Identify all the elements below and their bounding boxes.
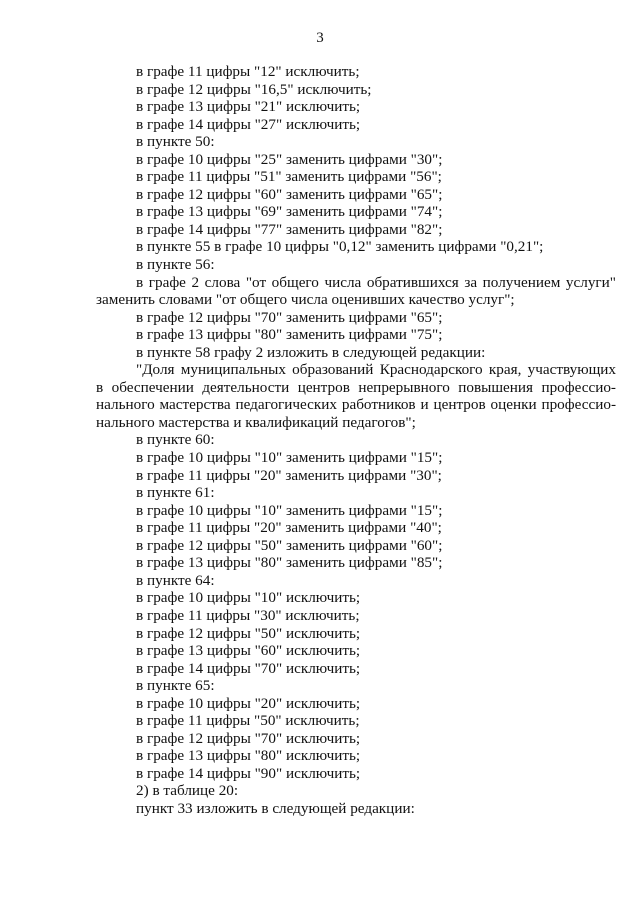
text-line: в графе 13 цифры "60" исключить;: [136, 642, 361, 660]
text-line-justified: в графе 2 слова "от общего числа обратившихся за получением услуги": [136, 273, 616, 291]
text-line: в пункте 61:: [136, 484, 215, 502]
text-line: пункт 33 изложить в следующей редакции:: [136, 799, 415, 817]
text-line: в графе 10 цифры "10" исключить;: [136, 589, 361, 607]
text-line: в графе 14 цифры "90" исключить;: [136, 764, 361, 782]
document-body: [96, 63, 616, 818]
text-line: в графе 14 цифры "70" исключить;: [136, 659, 361, 677]
text-line-justified: в обеспечении деятельности центров непрерывного повышения профессио-: [96, 378, 616, 396]
text-line: в графе 12 цифры "70" исключить;: [136, 729, 361, 747]
text-line-justified: "Доля муниципальных образований Краснодарского края, участвующих: [136, 361, 616, 379]
text-line: нального мастерства и квалификаций педагогов";: [96, 413, 416, 431]
text-line: в пункте 60:: [136, 431, 215, 449]
text-line: в пункте 55 в графе 10 цифры "0,12" заменить цифрами "0,21";: [136, 238, 544, 256]
text-line: в графе 10 цифры "10" заменить цифрами "15";: [136, 449, 443, 467]
text-line: в графе 11 цифры "12" исключить;: [136, 63, 360, 80]
text-line: в графе 10 цифры "25" заменить цифрами "30";: [136, 150, 443, 168]
text-line: в графе 12 цифры "50" исключить;: [136, 624, 361, 642]
text-line: в графе 12 цифры "16,5" исключить;: [136, 80, 372, 98]
text-line: в графе 14 цифры "77" заменить цифрами "82";: [136, 220, 443, 238]
text-line: в графе 12 цифры "60" заменить цифрами "65";: [136, 185, 443, 203]
page-number: 3: [316, 30, 324, 46]
text-line: в пункте 56:: [136, 256, 215, 274]
text-line: в пункте 65:: [136, 677, 215, 695]
text-line-justified: нального мастерства педагогических работников и центров оценки профессио-: [96, 396, 616, 414]
quoted-paragraph: [96, 361, 616, 431]
text-line: в графе 10 цифры "20" исключить;: [136, 694, 361, 712]
text-line: в графе 10 цифры "10" заменить цифрами "15";: [136, 501, 443, 519]
text-line: в графе 11 цифры "20" заменить цифрами "30";: [136, 466, 442, 484]
amendments-group-b: [96, 309, 616, 362]
text-line: в графе 11 цифры "50" исключить;: [136, 712, 360, 730]
text-line: 2) в таблице 20:: [136, 782, 239, 800]
text-line: в графе 11 цифры "51" заменить цифрами "56";: [136, 168, 442, 186]
text-line: в пункте 58 графу 2 изложить в следующей редакции:: [136, 343, 486, 361]
text-line: в графе 13 цифры "80" исключить;: [136, 747, 361, 765]
text-line: в графе 12 цифры "70" заменить цифрами "65";: [136, 308, 443, 326]
amendments-group-c: [96, 431, 616, 817]
paragraph-item-56: [96, 274, 616, 309]
text-line: в графе 12 цифры "50" заменить цифрами "60";: [136, 536, 443, 554]
amendments-group-a: [96, 63, 616, 274]
text-line: в пункте 50:: [136, 133, 215, 151]
text-line: в графе 13 цифры "80" заменить цифрами "85";: [136, 554, 443, 572]
text-line: в графе 14 цифры "27" исключить;: [136, 115, 361, 133]
text-line: в графе 13 цифры "69" заменить цифрами "74";: [136, 203, 443, 221]
text-line: в графе 11 цифры "30" исключить;: [136, 606, 360, 624]
text-line: в пункте 64:: [136, 571, 215, 589]
text-line: в графе 13 цифры "80" заменить цифрами "75";: [136, 326, 443, 344]
text-line: заменить словами "от общего числа оценивших качество услуг";: [96, 291, 515, 309]
text-line: в графе 11 цифры "20" заменить цифрами "40";: [136, 519, 442, 537]
text-line: в графе 13 цифры "21" исключить;: [136, 98, 361, 116]
